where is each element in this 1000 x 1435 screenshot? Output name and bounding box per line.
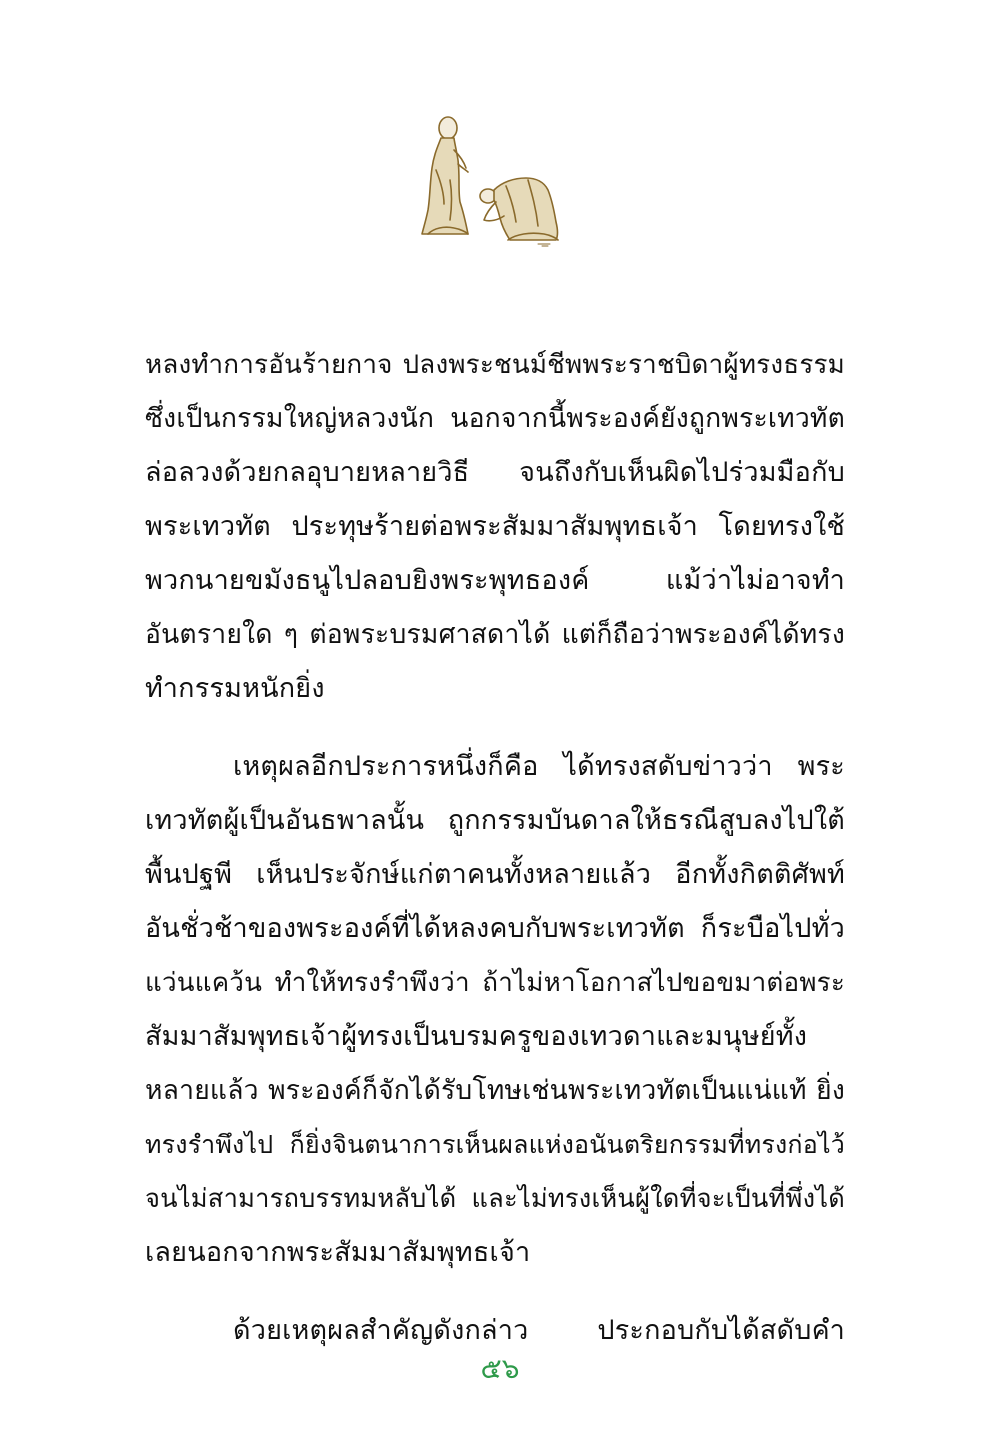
monks-illustration-icon [410, 110, 570, 250]
two-monks-bowing-illustration [410, 110, 570, 250]
text-line: เทวทัตผู้เป็นอันธพาลนั้น ถูกกรรมบันดาลให้ธรณีสูบลงไปใต้ [145, 805, 845, 836]
text-line: ด้วยเหตุผลสำคัญดังกล่าว ประกอบกับได้สดับคำ [233, 1315, 845, 1346]
text-line: หลายแล้ว พระองค์ก็จักได้รับโทษเช่นพระเทวทัตเป็นแน่แท้ ยิ่ง [145, 1075, 845, 1106]
paragraph-gap [145, 716, 845, 740]
text-line: เหตุผลอีกประการหนึ่งก็คือ ได้ทรงสดับข่าวว่า พระ [233, 751, 845, 782]
text-line: หลงทำการอันร้ายกาจ ปลงพระชนม์ชีพพระราชบิดาผู้ทรงธรรม [145, 350, 845, 380]
text-line: เลยนอกจากพระสัมมาสัมพุทธเจ้า [145, 1237, 531, 1268]
text-line: ทรงรำพึงไป ก็ยิ่งจินตนาการเห็นผลแห่งอนันตริยกรรมที่ทรงก่อไว้ [145, 1130, 845, 1159]
text-line: พระเทวทัต ประทุษร้ายต่อพระสัมมาสัมพุทธเจ้า โดยทรงใช้ [145, 511, 845, 542]
page-number: ๕๖ [480, 1352, 520, 1385]
text-line: ซึ่งเป็นกรรมใหญ่หลวงนัก นอกจากนี้พระองค์ยังถูกพระเทวทัต [145, 403, 845, 434]
paragraph-gap [145, 1280, 845, 1304]
body-text [145, 338, 845, 1358]
text-line: จนไม่สามารถบรรทมหลับได้ และไม่ทรงเห็นผู้ใดที่จะเป็นที่พึ่งได้ [145, 1184, 845, 1214]
text-line: แว่นแคว้น ทำให้ทรงรำพึงว่า ถ้าไม่หาโอกาสไปขอขมาต่อพระ [145, 968, 845, 998]
text-line: พื้นปฐพี เห็นประจักษ์แก่ตาคนทั้งหลายแล้ว อีกทั้งกิตติศัพท์ [145, 859, 845, 890]
text-line: ทำกรรมหนักยิ่ง [145, 673, 325, 704]
paragraph [145, 740, 845, 1280]
text-line: ล่อลวงด้วยกลอุบายหลายวิธี จนถึงกับเห็นผิดไปร่วมมือกับ [145, 457, 845, 488]
text-line: สัมมาสัมพุทธเจ้าผู้ทรงเป็นบรมครูของเทวดาและมนุษย์ทั้ง [145, 1021, 808, 1052]
text-line: พวกนายขมังธนูไปลอบยิงพระพุทธองค์ แม้ว่าไม่อาจทำ [145, 565, 845, 596]
text-line: อันตรายใด ๆ ต่อพระบรมศาสดาได้ แต่ก็ถือว่าพระองค์ได้ทรง [145, 619, 845, 650]
paragraph [145, 338, 845, 716]
text-line: อันชั่วช้าของพระองค์ที่ได้หลงคบกับพระเทวทัต ก็ระบือไปทั่ว [145, 913, 845, 944]
